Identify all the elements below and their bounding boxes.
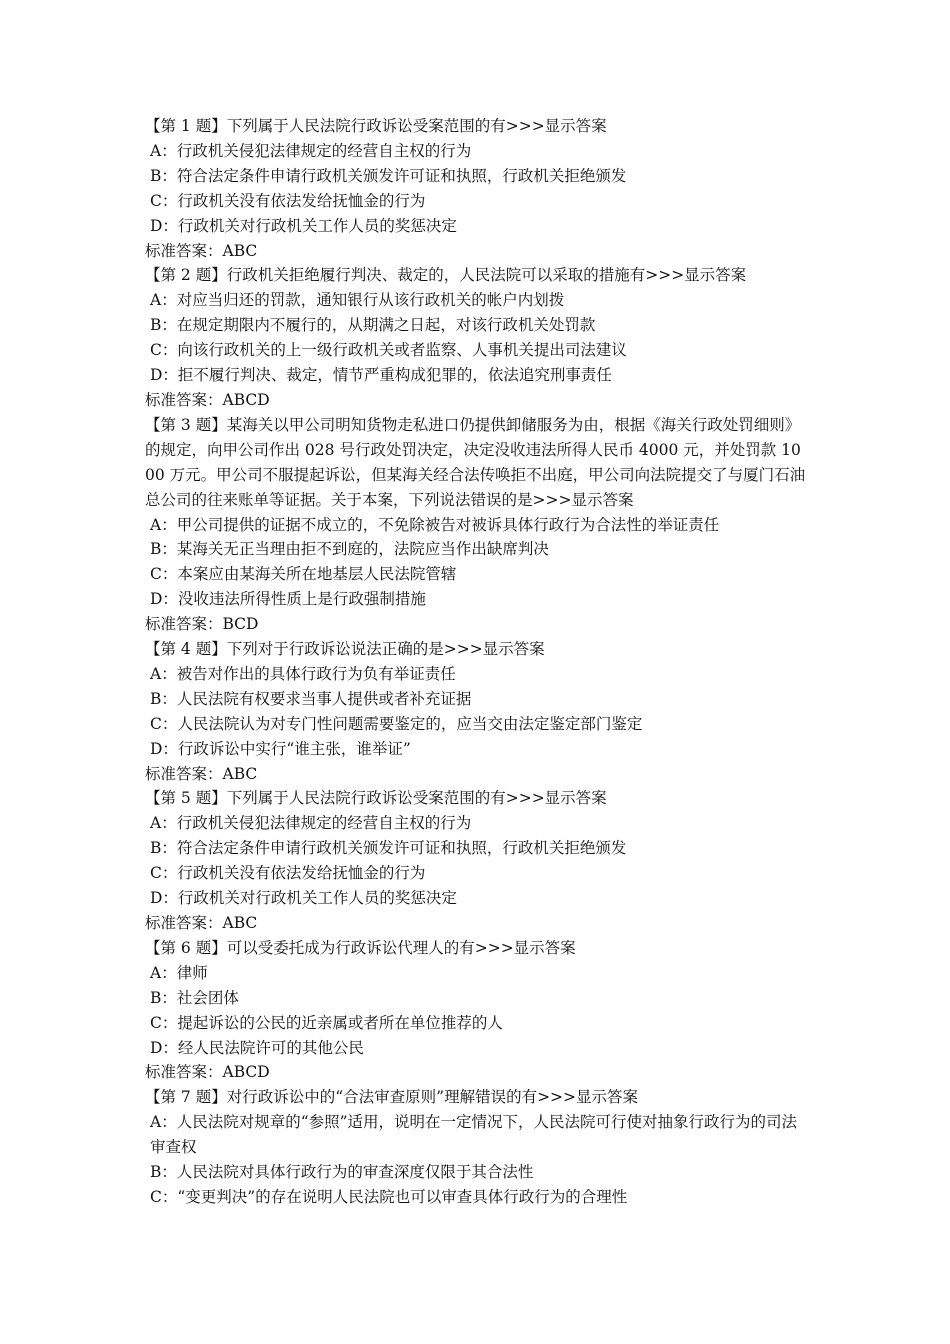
option-d: D：行政机关对行政机关工作人员的奖惩决定: [150, 889, 457, 908]
option-b: B：符合法定条件申请行政机关颁发许可证和执照，行政机关拒绝颁发: [150, 166, 627, 185]
option-d: D：没收违法所得性质上是行政强制措施: [150, 590, 426, 609]
question-2: [145, 263, 810, 412]
option-a: A：对应当归还的罚款，通知银行从该行政机关的帐户内划拨: [150, 291, 565, 310]
option-a: A：行政机关侵犯法律规定的经营自主权的行为: [150, 814, 472, 833]
option-a: A：被告对作出的具体行政行为负有举证责任: [150, 664, 456, 683]
question-5: [145, 786, 810, 935]
option-c: C：行政机关没有依法发给抚恤金的行为: [150, 191, 426, 210]
question-title: 【第 7 题】对行政诉讼中的“合法审查原则”理解错误的有>>>显示答案: [145, 1088, 639, 1107]
option-b: B：人民法院有权要求当事人提供或者补充证据: [150, 689, 472, 708]
standard-answer: 标准答案：ABC: [145, 914, 258, 932]
question-title: 【第 2 题】行政机关拒绝履行判决、裁定的，人民法院可以采取的措施有>>>显示答案: [145, 266, 747, 285]
question-1: [145, 114, 810, 263]
option-b: B：人民法院对具体行政行为的审查深度仅限于其合法性: [150, 1163, 534, 1182]
option-c: C：本案应由某海关所在地基层人民法院管辖: [150, 565, 457, 584]
option-d: D：行政机关对行政机关工作人员的奖惩决定: [150, 216, 457, 235]
question-title: 【第 5 题】下列属于人民法院行政诉讼受案范围的有>>>显示答案: [145, 789, 607, 808]
standard-answer: 标准答案：ABCD: [145, 1063, 270, 1082]
question-4: [145, 637, 810, 786]
question-title: 【第 1 题】下列属于人民法院行政诉讼受案范围的有>>>显示答案: [145, 117, 607, 135]
option-b: B：符合法定条件申请行政机关颁发许可证和执照，行政机关拒绝颁发: [150, 839, 627, 858]
option-c: C：人民法院认为对专门性问题需要鉴定的，应当交由法定鉴定部门鉴定: [150, 714, 643, 733]
option-b: B：在规定期限内不履行的，从期满之日起，对该行政机关处罚款: [150, 316, 596, 335]
option-d: D：拒不履行判决、裁定，情节严重构成犯罪的，依法追究刑事责任: [150, 366, 612, 385]
option-d: D：行政诉讼中实行“谁主张，谁举证”: [150, 739, 411, 758]
option-c: C：向该行政机关的上一级行政机关或者监察、人事机关提出司法建议: [150, 341, 627, 360]
option-a: A：行政机关侵犯法律规定的经营自主权的行为: [150, 141, 472, 160]
option-a: A：人民法院对规章的“参照”适用，说明在一定情况下，人民法院可行使对抽象行政行为的司法审查权: [150, 1113, 798, 1157]
question-3: [145, 413, 810, 637]
option-c: C：提起诉讼的公民的近亲属或者所在单位推荐的人: [150, 1013, 503, 1032]
option-d: D：经人民法院许可的其他公民: [150, 1038, 364, 1057]
question-title: 【第 6 题】可以受委托成为行政诉讼代理人的有>>>显示答案: [145, 938, 576, 957]
question-list: [145, 114, 810, 1210]
option-c: C：“变更判决”的存在说明人民法院也可以审查具体行政行为的合理性: [150, 1187, 628, 1206]
standard-answer: 标准答案：ABC: [145, 764, 258, 783]
option-b: B：某海关无正当理由拒不到庭的，法院应当作出缺席判决: [150, 540, 549, 559]
standard-answer: 标准答案：ABCD: [145, 390, 270, 409]
standard-answer: 标准答案：BCD: [145, 615, 259, 634]
option-b: B：社会团体: [150, 988, 239, 1007]
question-title: 【第 3 题】某海关以甲公司明知货物走私进口仍提供卸储服务为由，根据《海关行政处罚细则》的规定，向甲公司作出 028 号行政处罚决定，决定没收违法所得人民币 4000 元，并处罚款 1000 万元。甲公司不服提起诉讼，但某海关经合法传唤拒不出庭，甲公司向法院提交了与厦门石油总公司的往来账单等证据。关于本案，下列说法错误的是>>>显示答案: [145, 415, 806, 509]
question-7: [145, 1085, 810, 1210]
question-6: [145, 936, 810, 1085]
standard-answer: 标准答案：ABC: [145, 241, 258, 260]
option-a: A：律师: [150, 963, 208, 982]
option-a: A：甲公司提供的证据不成立的，不免除被告对被诉具体行政行为合法性的举证责任: [150, 515, 720, 534]
question-title: 【第 4 题】下列对于行政诉讼说法正确的是>>>显示答案: [145, 640, 545, 659]
option-c: C：行政机关没有依法发给抚恤金的行为: [150, 864, 426, 883]
